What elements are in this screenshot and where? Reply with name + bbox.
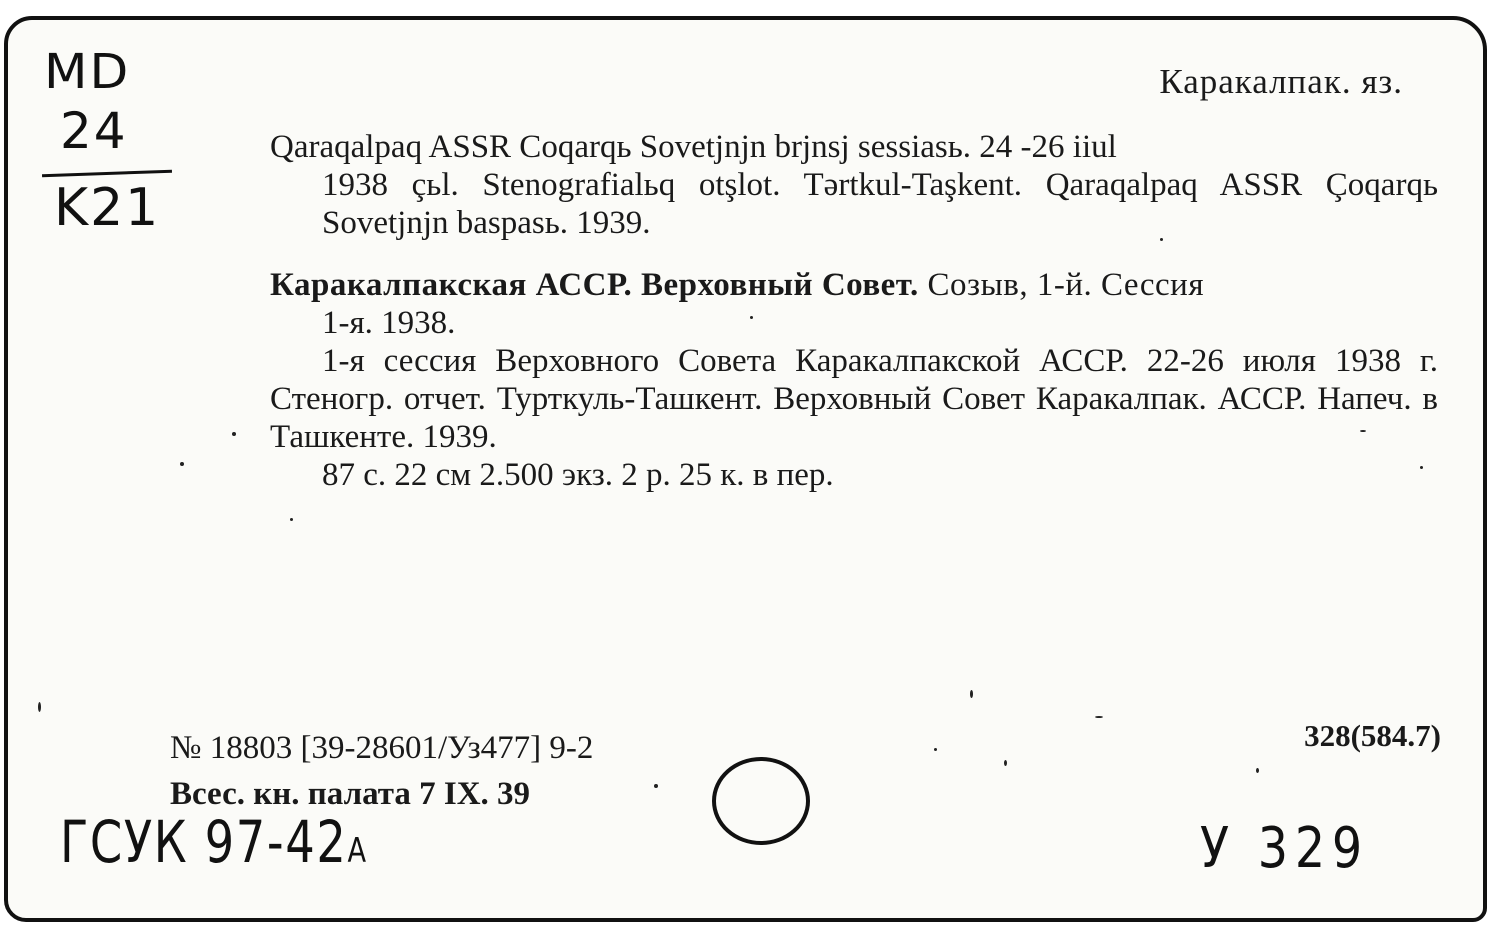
book-chamber-stamp: Всес. кн. палата 7 IX. 39 [170,776,531,812]
entry-cyrillic-heading-bold: Каракалпакская АССР. Верховный Совет. [270,267,919,303]
call-number-line1: MD [43,44,131,100]
entry-cyrillic-title: 1-я сессия Верховного Совета Каракалпакской АССР. 22-26 июля 1938 г. Стеногр. отчет. Турткуль-Ташкент. Верховный Совет Каракалпак. АССР. Напеч. в Ташкенте. 1939. [270,343,1438,455]
entry-latin [270,128,1438,242]
speck [38,702,41,712]
speck [750,316,753,319]
inventory-number-main: ГСУК 97-42 [60,808,348,876]
entry-cyrillic-heading-cont: 1-я. 1938. [322,305,456,341]
record-number: № 18803 [39-28601/Уз477] 9-2 [170,730,594,766]
speck [1160,238,1163,241]
entry-cyrillic-collation: 87 с. 22 см 2.500 экз. 2 р. 25 к. в пер. [322,457,834,493]
entry-cyrillic-heading [270,266,1438,304]
speck [970,690,973,698]
call-number-line3: K21 [54,178,161,238]
inventory-number-suffix: A [347,831,368,871]
entry-latin-continuation: 1938 çьl. Stenografialьq otşlot. Tərtkul-Taşkent. Qaraqalpaq ASSR Çoqarqь Sovetjnjn baspasь. 1939. [322,167,1438,241]
speck [934,748,937,751]
speck [1360,430,1366,432]
entry-latin-first-line: Qaraqalpaq ASSR Coqarqь Sovetjnjn brjnsj sessiasь. 24 -26 iiul [270,129,1117,165]
classification-number: 328(584.7) [1304,718,1441,753]
speck [180,462,184,466]
entry-cyrillic [270,266,1438,494]
card-footer [170,725,593,817]
speck [1095,716,1103,718]
entry-cyrillic-heading-rest: Созыв, 1-й. Сессия [918,267,1204,303]
circle-mark [712,757,810,845]
speck [1004,760,1007,766]
speck [232,432,236,436]
inventory-number [60,808,368,876]
speck [1256,768,1259,773]
shelf-mark: У 329 [1200,816,1369,881]
call-number-line2: 24 [60,102,128,160]
speck [1420,466,1423,469]
language-label: Каракалпак. яз. [1159,62,1403,101]
speck [654,784,658,788]
speck [290,518,293,521]
